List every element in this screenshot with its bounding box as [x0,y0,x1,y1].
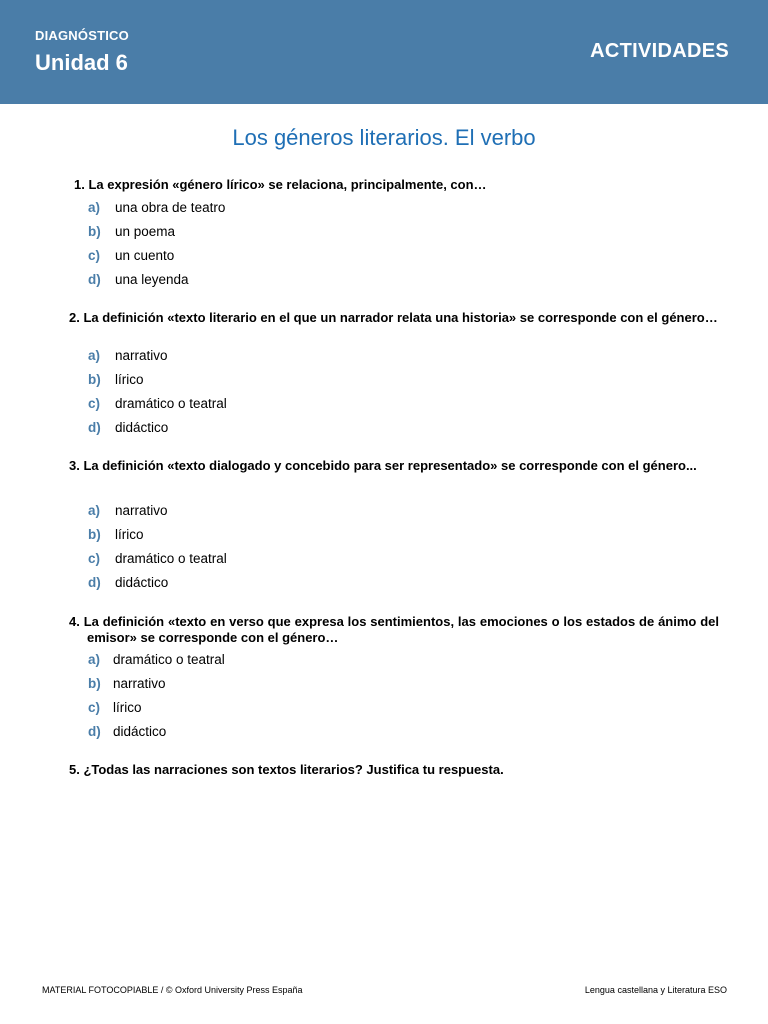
question-2-option-d [88,420,168,435]
option-text: dramático o teatral [115,396,227,411]
question-4-option-c [88,700,142,715]
question-4: 4. La definición «texto en verso que expresa los sentimientos, las emociones o los estados de ánimo del emisor» se corresponde con el género… [69,614,719,645]
option-letter: c) [88,396,101,411]
option-text: una leyenda [115,272,189,287]
option-letter: c) [88,248,101,263]
option-text: un poema [115,224,176,239]
option-text: didáctico [115,575,169,590]
question-4-option-d [88,724,166,739]
question-2-option-b [88,372,144,387]
question-4-option-a [88,652,225,667]
option-text: dramático o teatral [115,551,227,566]
page-title: Los géneros literarios. El verbo [232,125,536,150]
question-3-option-b [88,527,144,542]
question-1-option-d [88,272,189,287]
question-3-option-c [88,551,227,566]
section-label: DIAGNÓSTICO [35,28,129,43]
question-2-option-a [88,348,168,363]
question-1-option-a [88,200,225,215]
option-letter: a) [88,503,101,518]
option-text: dramático o teatral [113,652,225,667]
option-text: narrativo [113,676,166,691]
option-text: lírico [113,700,142,715]
option-text: didáctico [113,724,167,739]
question-5: 5. ¿Todas las narraciones son textos literarios? Justifica tu respuesta. [69,762,504,777]
footer-copyright: MATERIAL FOTOCOPIABLE / © Oxford University Press España [42,985,303,995]
question-2: 2. La definición «texto literario en el que un narrador relata una historia» se corresponde con el género… [69,310,718,325]
option-letter: b) [88,676,101,691]
option-text: narrativo [115,348,168,363]
option-letter: a) [88,200,101,215]
option-text: lírico [115,527,144,542]
question-1: 1. La expresión «género lírico» se relaciona, principalmente, con… [74,177,487,192]
option-letter: a) [88,652,101,667]
unit-label: Unidad 6 [35,50,128,75]
option-text: una obra de teatro [115,200,226,215]
question-3-option-a [88,503,168,518]
option-letter: a) [88,348,101,363]
option-letter: c) [88,700,101,715]
option-text: un cuento [115,248,175,263]
option-letter: d) [88,575,101,590]
option-letter: d) [88,272,101,287]
question-3-option-d [88,575,168,590]
option-letter: b) [88,224,101,239]
page-header [0,0,768,104]
option-letter: c) [88,551,101,566]
question-4-option-b [88,676,166,691]
activities-label: ACTIVIDADES [590,40,729,62]
question-1-option-b [88,224,175,239]
option-text: didáctico [115,420,169,435]
question-3: 3. La definición «texto dialogado y concebido para ser representado» se corresponde con el género... [69,458,697,473]
option-letter: d) [88,420,101,435]
option-letter: b) [88,527,101,542]
question-2-option-c [88,396,227,411]
option-text: lírico [115,372,144,387]
option-letter: b) [88,372,101,387]
option-letter: d) [88,724,101,739]
footer-subject: Lengua castellana y Literatura ESO [584,985,727,995]
question-1-option-c [88,248,174,263]
option-text: narrativo [115,503,168,518]
